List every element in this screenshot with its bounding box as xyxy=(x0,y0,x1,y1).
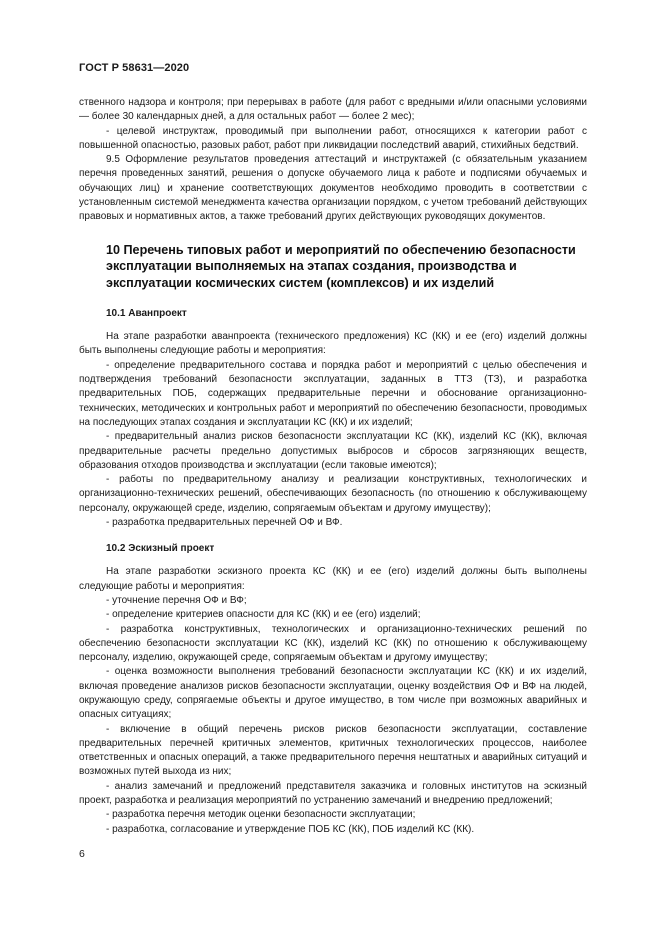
list-item: - включение в общий перечень рисков рисков безопасности эксплуатации, составление предварительных перечней критичных элементов, критичных технологических процессов, наиболее ответственных и опасных операций, а также предварительного перечня нештатных и аварийных ситуаций и возможных путей выхода из них; xyxy=(79,723,587,778)
list-item: - разработка перечня методик оценки безопасности эксплуатации; xyxy=(106,809,416,821)
subsection-heading: 10.2 Эскизный проект xyxy=(106,543,215,555)
page-body xyxy=(79,96,587,837)
page-number: 6 xyxy=(79,848,85,860)
paragraph: 9.5 Оформление результатов проведения аттестаций и инструктажей (с обязательным указанием перечня проведенных занятий, решения о допуске обучаемого лица к работе и подписями обучаемых и обучающих лиц) и хранение соответствующих документов необходимо проводить в соответствии с установленным системой менеджмента качества организации порядком, с учетом требований действующих правовых и нормативных актов, а также требований других действующих руководящих документов. xyxy=(79,154,587,223)
list-item: - оценка возможности выполнения требований безопасности эксплуатации КС (КК) и их изделий, включая проведение анализов рисков безопасности эксплуатации, оценку воздействия ОФ и ВФ на людей, окружающую среду, сопрягаемые объекты и другое имущество, в том числе при возможных аварийных и опасных ситуациях; xyxy=(79,666,587,721)
paragraph: На этапе разработки аванпроекта (технического предложения) КС (КК) и ее (его) изделий должны быть выполнены следующие работы и мероприятия: xyxy=(79,331,587,357)
document-header: ГОСТ Р 58631—2020 xyxy=(79,62,190,74)
list-item: - предварительный анализ рисков безопасности эксплуатации КС (КК), изделий КС (КК), включая предварительные расчеты предельно допустимых выбросов и сбросов загрязняющих веществ, образования отходов производства и эксплуатации (если таковые имеются); xyxy=(79,431,587,471)
paragraph: ственного надзора и контроля; при перерывах в работе (для работ с вредными и/или опасными условиями — более 30 календарных дней, а для остальных работ — более 2 мес); xyxy=(79,97,587,123)
list-item: - определение предварительного состава и порядка работ и мероприятий с целью обеспечения и подтверждения требований безопасности эксплуатации, заданных в ТТЗ (ТЗ), и разработка предварительных ПОБ, содержащих предварительные перечни и обоснование организационно-технических, методических и контрольных работ и мероприятий по обеспечению безопасности, проводимых на последующих этапах создания и эксплуатации КС (КК) и их изделий; xyxy=(79,359,587,428)
list-item: - разработка конструктивных, технологических и организационно-технических решений по обеспечению безопасности эксплуатации КС (КК), изделий КС (КК) по отношению к обслуживающему персоналу, изделию, окружающей среде, сопрягаемым объектам и другому имуществу; xyxy=(79,623,587,664)
section-heading: 10 Перечень типовых работ и мероприятий по обеспечению безопасности эксплуатации выполняемых на этапах создания, производства и эксплуатации космических систем (комплексов) и их изделий xyxy=(106,242,576,290)
list-item: - разработка, согласование и утверждение ПОБ КС (КК), ПОБ изделий КС (КК). xyxy=(106,823,475,835)
list-item: - анализ замечаний и предложений представителя заказчика и головных институтов на эскизный проект, разработка и реализация мероприятий по устранению замечаний и внедрению предложений; xyxy=(79,780,587,807)
list-item: - уточнение перечня ОФ и ВФ; xyxy=(106,594,247,606)
list-item: - разработка предварительных перечней ОФ и ВФ. xyxy=(106,517,343,529)
list-item: - определение критериев опасности для КС (КК) и ее (его) изделий; xyxy=(106,609,421,621)
paragraph: На этапе разработки эскизного проекта КС (КК) и ее (его) изделий должны быть выполнены следующие работы и мероприятия: xyxy=(79,566,587,592)
subsection-heading: 10.1 Аванпроект xyxy=(106,308,187,320)
list-item: - работы по предварительному анализу и реализации конструктивных, технологических и организационно-технических решений, обеспечивающих безопасность (по отношению к обслуживающему персоналу, окружающей среде, изделию, сопрягаемым объектам и другому имуществу); xyxy=(79,474,587,514)
list-item: - целевой инструктаж, проводимый при выполнении работ, относящихся к категории работ с повышенной опасностью, разовых работ, работ при ликвидации последствий аварий, стихийных бедствий. xyxy=(79,125,587,151)
